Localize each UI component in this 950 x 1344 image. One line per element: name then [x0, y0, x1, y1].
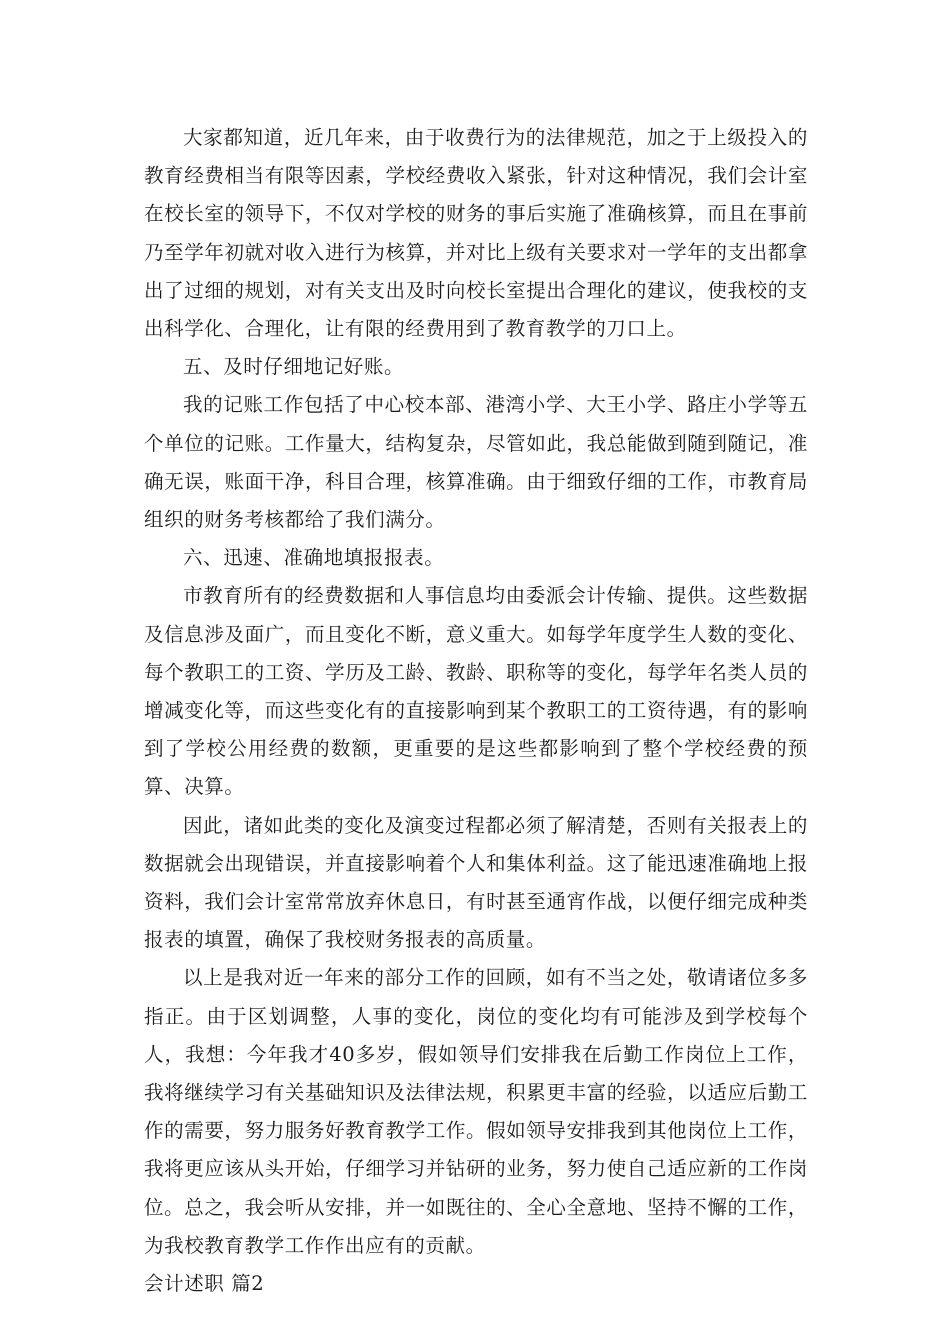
paragraph-reports: 市教育所有的经费数据和人事信息均由委派会计传输、提供。这些数据及信息涉及面广，而且变化不断，意义重大。如每学年度学生人数的变化、每个教职工的工资、学历及工龄、教龄、职称等的变化，每学年名类人员的增减变化等，而这些变化有的直接影响到某个教职工的工资待遇，有的影响到了学校公用经费的数额，更重要的是这些都影响到了整个学校经费的预算、决算。 [144, 584, 808, 799]
heading-bookkeeping: 五、及时仔细地记好账。 [183, 355, 405, 379]
section-title: 会计述职 篇2 [144, 1272, 265, 1296]
heading-reports: 六、迅速、准确地填报报表。 [183, 546, 445, 570]
paragraph-bookkeeping: 我的记账工作包括了中心校本部、港湾小学、大王小学、路庄小学等五个单位的记账。工作量大，结构复杂，尽管如此，我总能做到随到随记，准确无误，账面干净，科目合理，核算准确。由于细致仔细的工作，市教育局组织的财务考核都给了我们满分。 [144, 393, 808, 532]
paragraph-conclusion: 以上是我对近一年来的部分工作的回顾，如有不当之处，敬请诸位多多指正。由于区划调整，人事的变化，岗位的变化均有可能涉及到学校每个人，我想：今年我才40多岁，假如领导们安排我在后勤工作岗位上工作，我将继续学习有关基础知识及法律法规，积累更丰富的经验，以适应后勤工作的需要，努力服务好教育教学工作。假如领导安排我到其他岗位上工作，我将更应该从头开始，仔细学习并钻研的业务，努力使自己适应新的工作岗位。总之，我会听从安排，并一如既往的、全心全意地、坚持不懈的工作，为我校教育教学工作作出应有的贡献。 [144, 966, 808, 1257]
paragraph-budget: 大家都知道，近几年来，由于收费行为的法律规范，加之于上级投入的教育经费相当有限等因素，学校经费收入紧张，针对这种情况，我们会计室在校长室的领导下，不仅对学校的财务的事后实施了准确核算，而且在事前乃至学年初就对收入进行为核算，并对比上级有关要求对一学年的支出都拿出了过细的规划，对有关支出及时向校长室提出合理化的建议，使我校的支出科学化、合理化，让有限的经费用到了教育教学的刀口上。 [144, 126, 808, 341]
document-body [144, 119, 808, 1303]
paragraph-accuracy: 因此，诸如此类的变化及演变过程都必须了解清楚，否则有关报表上的数据就会出现错误，并直接影响着个人和集体利益。这了能迅速准确地上报资料，我们会计室常常放弃休息日，有时甚至通宵作战，以便仔细完成种类报表的填置，确保了我校财务报表的高质量。 [144, 813, 808, 952]
